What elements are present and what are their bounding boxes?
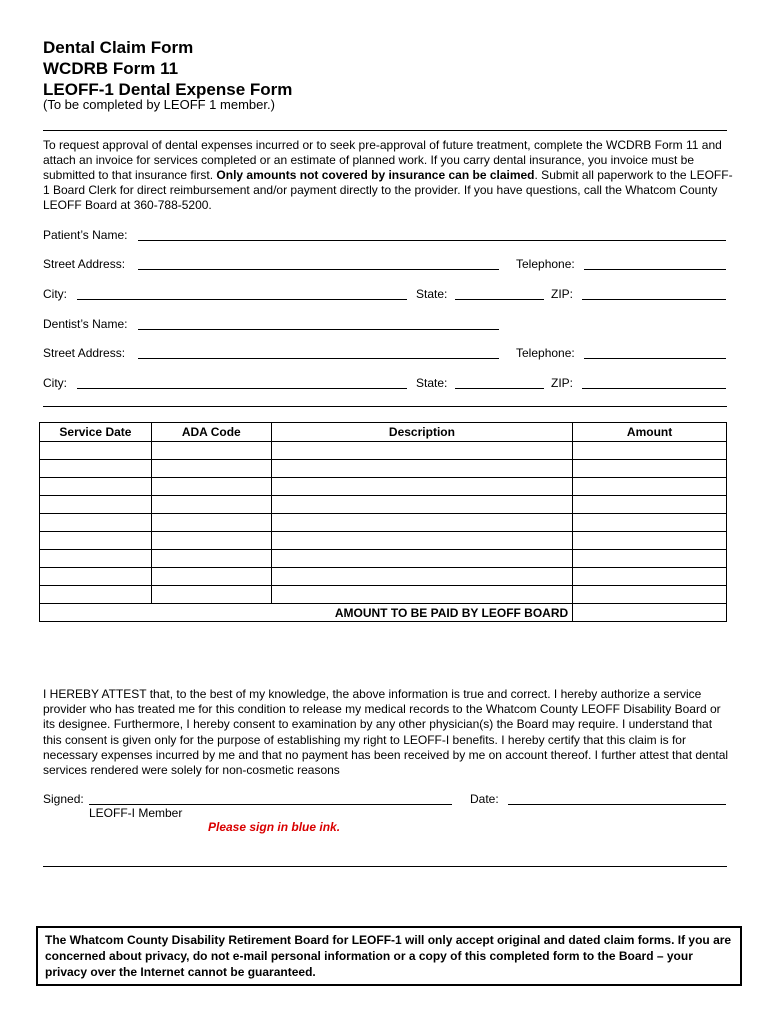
service-date-cell[interactable] — [40, 496, 152, 514]
intro-text-1: To request approval of dental expenses incurred or to seek pre-approval of future treatment, complete the WCDRB Form 11 and attach an invoice for services completed or an estimate of planned work. If you carry dental insurance, you invoice must be submitted to that insurance first. — [43, 138, 722, 182]
service-date-cell[interactable] — [40, 550, 152, 568]
description-cell[interactable] — [271, 514, 573, 532]
service-date-cell[interactable] — [40, 514, 152, 532]
date-label: Date: — [470, 792, 499, 806]
table-row — [40, 550, 727, 568]
dentist-state-label: State: — [416, 376, 448, 390]
table-total-row — [40, 604, 727, 622]
patient-city-field[interactable] — [77, 299, 407, 300]
description-cell[interactable] — [271, 550, 573, 568]
description-cell[interactable] — [271, 568, 573, 586]
form-subject: LEOFF-1 Dental Expense Form — [43, 80, 293, 99]
column-header-description: Description — [271, 423, 573, 442]
ada-code-cell[interactable] — [151, 586, 271, 604]
table-row — [40, 532, 727, 550]
patient-name-field[interactable] — [138, 240, 726, 241]
dentist-city-label: City: — [43, 376, 67, 390]
intro-bold-text: Only amounts not covered by insurance can be claimed — [216, 168, 535, 182]
total-amount-cell[interactable] — [573, 604, 727, 622]
column-header-amount: Amount — [573, 423, 727, 442]
service-date-cell[interactable] — [40, 460, 152, 478]
date-field[interactable] — [508, 804, 726, 805]
table-row — [40, 568, 727, 586]
patient-zip-field[interactable] — [582, 299, 726, 300]
intro-paragraph — [43, 138, 733, 213]
table-header-row — [40, 423, 727, 442]
attestation-paragraph: I HEREBY ATTEST that, to the best of my knowledge, the above information is true and correct. I hereby authorize a service provider who has treated me for this condition to release my medical records to the Whatcom County LEOFF Disability Board or its designee. Furthermore, I hereby consent to examination by any other physician(s) the Board may require. I understand that this consent is given only for the purpose of establishing my right to LEOFF-I benefits. I hereby certify that this claim is for necessary expenses incurred by me and that no payment has been received by me on account thereof. I further attest that dental services rendered were solely for non-cosmetic reasons — [43, 687, 729, 778]
ada-code-cell[interactable] — [151, 478, 271, 496]
description-cell[interactable] — [271, 586, 573, 604]
ada-code-cell[interactable] — [151, 442, 271, 460]
dentist-street-label: Street Address: — [43, 346, 126, 360]
ada-code-cell[interactable] — [151, 514, 271, 532]
patient-city-label: City: — [43, 287, 67, 301]
ada-code-cell[interactable] — [151, 496, 271, 514]
dentist-name-field[interactable] — [138, 329, 499, 330]
patient-state-field[interactable] — [455, 299, 544, 300]
service-date-cell[interactable] — [40, 442, 152, 460]
member-label: LEOFF-I Member — [89, 806, 183, 820]
patient-state-label: State: — [416, 287, 448, 301]
service-date-cell[interactable] — [40, 586, 152, 604]
signature-field[interactable] — [89, 804, 452, 805]
dentist-name-label: Dentist’s Name: — [43, 317, 128, 331]
description-cell[interactable] — [271, 532, 573, 550]
amount-cell[interactable] — [573, 586, 727, 604]
table-row — [40, 478, 727, 496]
amount-cell[interactable] — [573, 478, 727, 496]
service-date-cell[interactable] — [40, 478, 152, 496]
column-header-ada-code: ADA Code — [151, 423, 271, 442]
ada-code-cell[interactable] — [151, 460, 271, 478]
patient-telephone-label: Telephone: — [516, 257, 575, 271]
table-row — [40, 496, 727, 514]
column-header-service-date: Service Date — [40, 423, 152, 442]
form-title: Dental Claim Form — [43, 38, 194, 57]
patient-name-label: Patient’s Name: — [43, 228, 128, 242]
description-cell[interactable] — [271, 478, 573, 496]
service-date-cell[interactable] — [40, 532, 152, 550]
intro-text-2: . Submit all paperwork to the LEOFF-1 Board Clerk for direct reimbursement and/or payment directly to the provider. If you have questions, call the Whatcom County LEOFF Board at 360-788-5200. — [43, 168, 733, 212]
amount-cell[interactable] — [573, 514, 727, 532]
dentist-zip-field[interactable] — [582, 388, 726, 389]
dentist-street-field[interactable] — [138, 358, 499, 359]
ada-code-cell[interactable] — [151, 568, 271, 586]
ink-note: Please sign in blue ink. — [208, 820, 341, 834]
amount-cell[interactable] — [573, 496, 727, 514]
amount-cell[interactable] — [573, 442, 727, 460]
description-cell[interactable] — [271, 460, 573, 478]
amount-cell[interactable] — [573, 550, 727, 568]
privacy-notice: The Whatcom County Disability Retirement Board for LEOFF-1 will only accept original and dated claim forms. If you are concerned about privacy, do not e-mail personal information or a copy of this completed form to the Board – your privacy over the Internet cannot be guaranteed. — [36, 926, 742, 986]
ada-code-cell[interactable] — [151, 532, 271, 550]
ada-code-cell[interactable] — [151, 550, 271, 568]
patient-telephone-field[interactable] — [584, 269, 726, 270]
patient-street-label: Street Address: — [43, 257, 126, 271]
signed-label: Signed: — [43, 792, 84, 806]
total-label: AMOUNT TO BE PAID BY LEOFF BOARD — [40, 604, 573, 622]
amount-cell[interactable] — [573, 532, 727, 550]
table-row — [40, 514, 727, 532]
amount-cell[interactable] — [573, 460, 727, 478]
description-cell[interactable] — [271, 496, 573, 514]
table-row — [40, 460, 727, 478]
service-date-cell[interactable] — [40, 568, 152, 586]
dentist-state-field[interactable] — [455, 388, 544, 389]
form-number: WCDRB Form 11 — [43, 59, 179, 78]
services-table — [39, 422, 727, 622]
patient-zip-label: ZIP: — [551, 287, 574, 301]
patient-street-field[interactable] — [138, 269, 499, 270]
dentist-city-field[interactable] — [77, 388, 407, 389]
table-row — [40, 442, 727, 460]
table-row — [40, 586, 727, 604]
header-divider — [43, 130, 727, 131]
dentist-telephone-field[interactable] — [584, 358, 726, 359]
signature-divider — [43, 866, 727, 867]
dentist-telephone-label: Telephone: — [516, 346, 575, 360]
form-instructions-note: (To be completed by LEOFF 1 member.) — [43, 97, 275, 112]
description-cell[interactable] — [271, 442, 573, 460]
amount-cell[interactable] — [573, 568, 727, 586]
dentist-zip-label: ZIP: — [551, 376, 574, 390]
section-divider — [43, 406, 727, 407]
